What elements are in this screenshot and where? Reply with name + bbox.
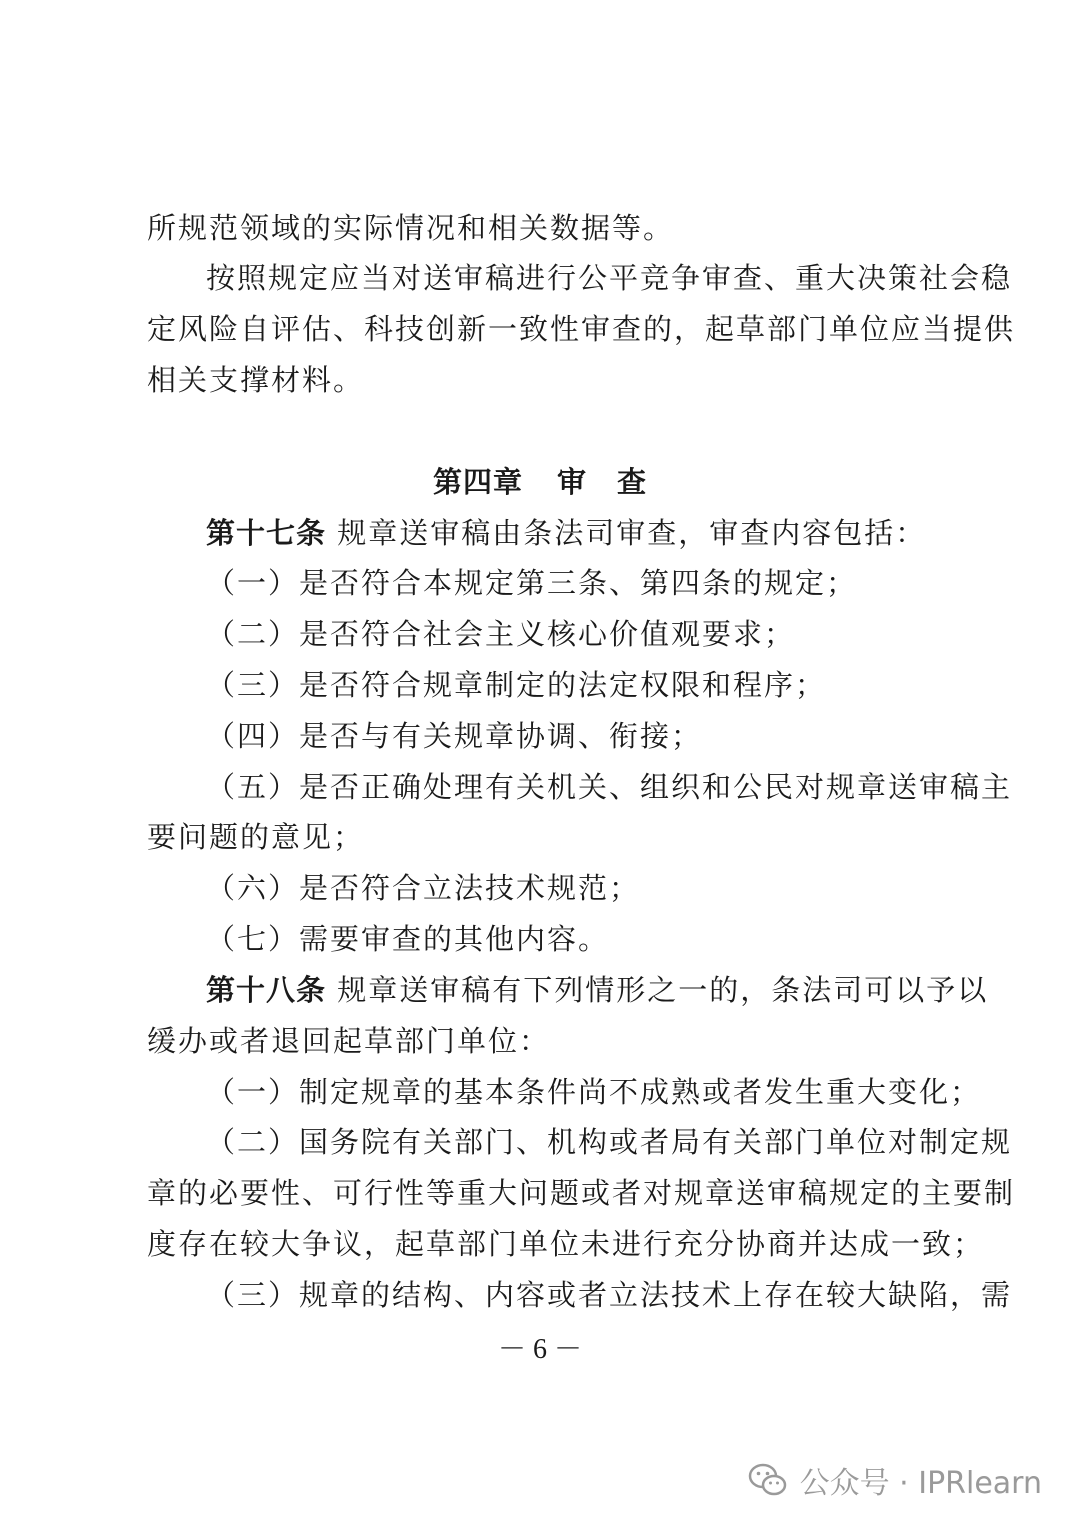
page-number: － 6 － (497, 1334, 582, 1365)
list-item: （三）是否符合规章制定的法定权限和程序； (206, 668, 827, 702)
list-item-continuation: 要问题的意见； (147, 820, 365, 854)
list-item-continuation: 度存在较大争议，起草部门单位未进行充分协商并达成一致； (147, 1227, 985, 1261)
watermark-text: 公众号 · IPRlearn (799, 1466, 1042, 1501)
paragraph-line: 所规范领域的实际情况和相关数据等。 (147, 211, 675, 245)
article-label: 第十八条 (206, 973, 327, 1007)
article-text-continuation: 缓办或者退回起草部门单位： (147, 1024, 551, 1058)
list-item: （一）制定规章的基本条件尚不成熟或者发生重大变化； (206, 1075, 982, 1109)
paragraph-line: 相关支撑材料。 (147, 363, 365, 397)
list-item: （四）是否与有关规章协调、衔接； (206, 719, 703, 753)
article-text: 规章送审稿由条法司审查，审查内容包括： (337, 516, 927, 550)
watermark (748, 1455, 1042, 1505)
list-item: （三）规章的结构、内容或者立法技术上存在较大缺陷，需 (206, 1278, 1013, 1312)
list-item: （七）需要审查的其他内容。 (206, 922, 610, 956)
list-item: （二）国务院有关部门、机构或者局有关部门单位对制定规 (206, 1125, 1013, 1159)
article-text: 规章送审稿有下列情形之一的，条法司可以予以 (337, 973, 989, 1007)
list-item: （一）是否符合本规定第三条、第四条的规定； (206, 566, 858, 600)
list-item: （六）是否符合立法技术规范； (206, 871, 641, 905)
paragraph-line: 按照规定应当对送审稿进行公平竞争审查、重大决策社会稳 (206, 261, 1013, 295)
chapter-title: 审 查 (557, 465, 648, 499)
list-item-continuation: 章的必要性、可行性等重大问题或者对规章送审稿规定的主要制 (147, 1176, 1016, 1210)
list-item: （五）是否正确处理有关机关、组织和公民对规章送审稿主 (206, 770, 1013, 804)
list-item: （二）是否符合社会主义核心价值观要求； (206, 617, 796, 651)
article-label: 第十七条 (206, 516, 327, 550)
chapter-number: 第四章 (432, 465, 523, 499)
chapter-heading (0, 462, 1080, 502)
paragraph-line: 定风险自评估、科技创新一致性审查的，起草部门单位应当提供 (147, 312, 1016, 346)
wechat-icon (748, 1463, 788, 1497)
article-18-heading (206, 970, 989, 1010)
article-17-heading (206, 513, 947, 553)
